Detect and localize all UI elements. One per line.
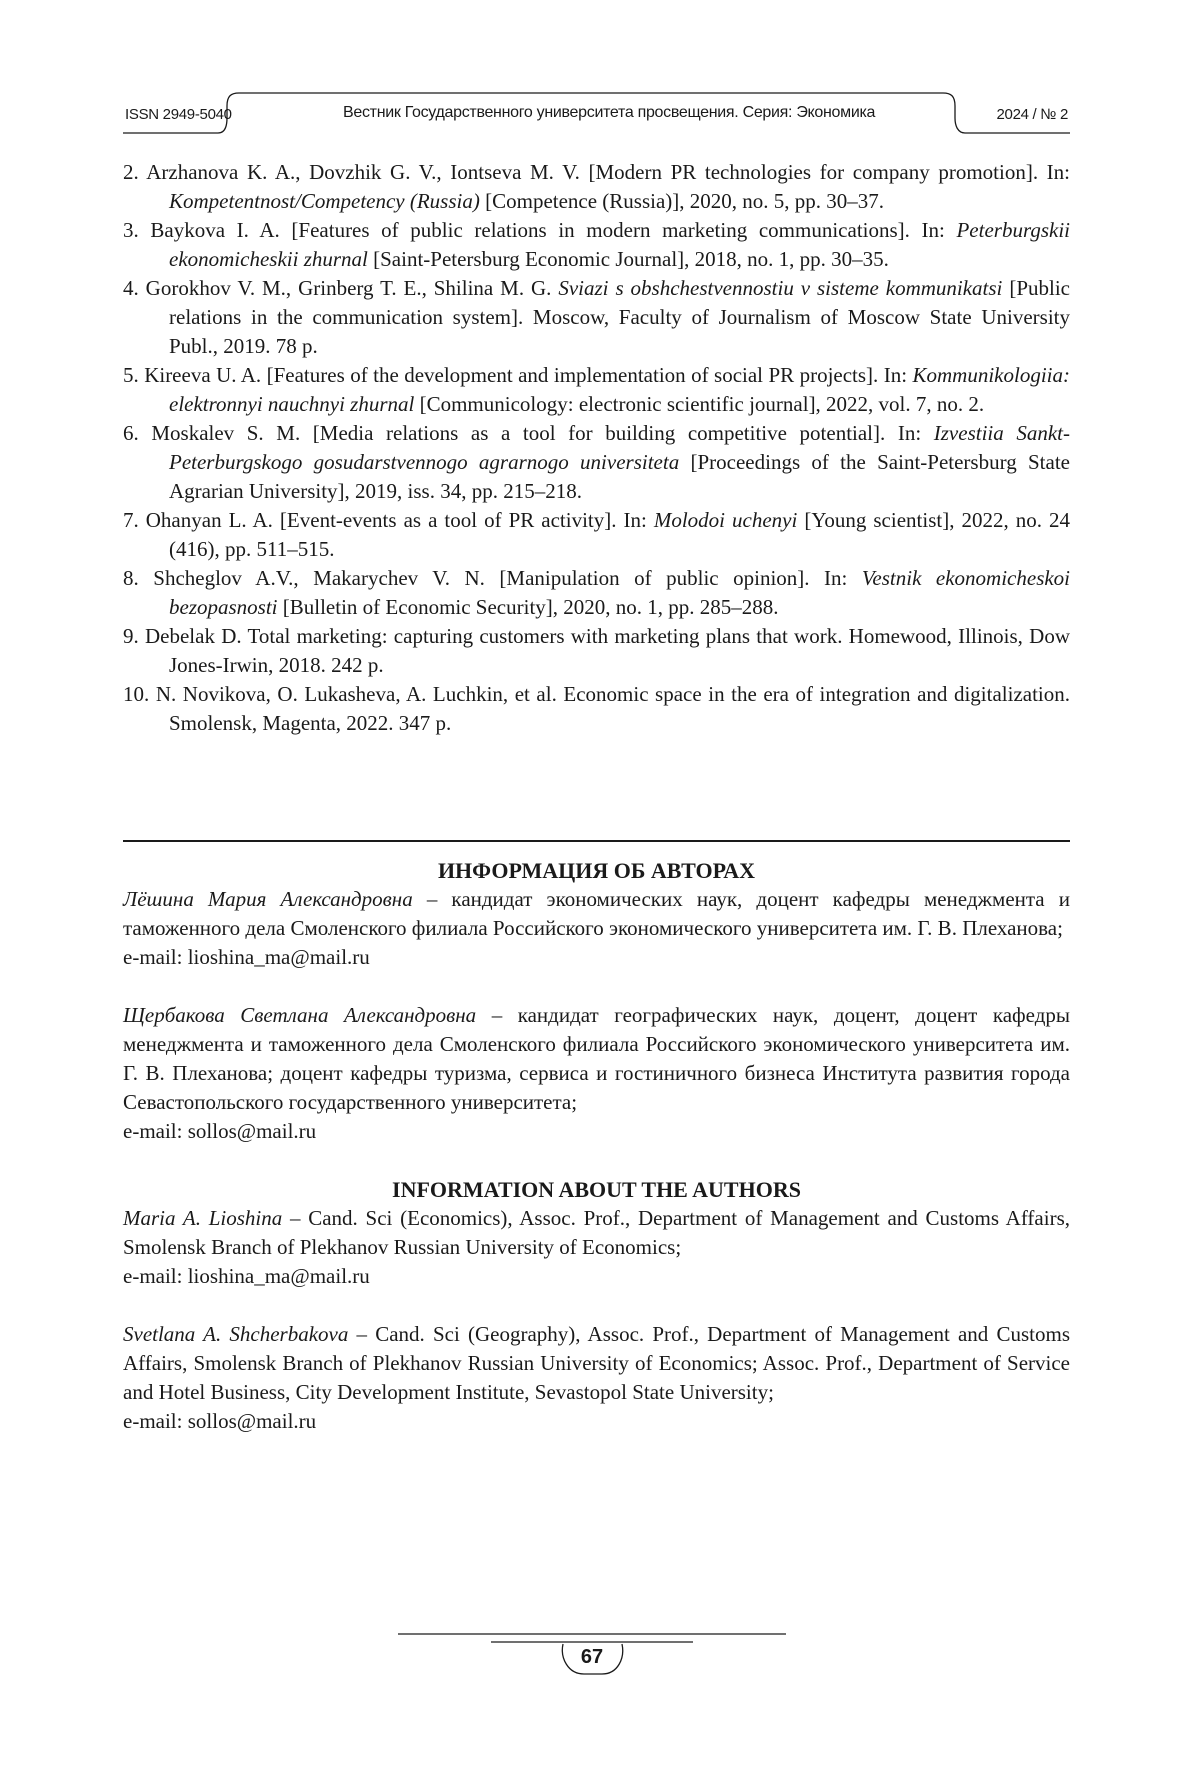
reference-item: [123, 158, 1070, 216]
reference-source-title: Kompetentnost/Competency (Russia): [169, 189, 480, 213]
reference-text: Arzhanova K. A., Dovzhik G. V., Iontseva M. V. [Modern PR technologies for company promotion]. In:: [146, 160, 1071, 184]
reference-text: Kireeva U. A. [Features of the development and implementation of social PR projects]. In:: [144, 363, 913, 387]
reference-item: [123, 361, 1070, 419]
reference-text: [Saint-Petersburg Economic Journal], 2018, no. 1, pp. 30–35.: [367, 247, 889, 271]
authors-section: [123, 856, 1070, 1436]
author-ru-2-desc: – кандидат географических наук, доцент, доцент кафедры менеджмента и таможенного дела Смоленского филиала Российского экономического университета им. Г. В. Плеханова; доцент кафедры туризма, сервиса и гостиничного бизнеса Института развития города Севастопольского государственного университета;: [123, 1003, 1070, 1114]
reference-source-title: Izvestiia Sankt-Peterburgskogo gosudarstvennogo agrarnogo universiteta: [169, 421, 1070, 474]
reference-source-title: Peterburgskii ekonomicheskii zhurnal: [169, 218, 1071, 271]
author-en-1-desc: – Cand. Sci (Economics), Assoc. Prof., Department of Management and Customs Affairs, Smolensk Branch of Plekhanov Russian University of Economics;: [123, 1206, 1070, 1259]
reference-text: Debelak D. Total marketing: capturing customers with marketing plans that work. Homewood, Illinois, Dow Jones-Irwin, 2018. 242 p.: [145, 624, 1071, 677]
reference-text: Ohanyan L. A. [Event-events as a tool of PR activity]. In:: [145, 508, 654, 532]
reference-number: 3.: [123, 218, 139, 242]
reference-text: [Bulletin of Economic Security], 2020, no. 1, pp. 285–288.: [277, 595, 779, 619]
reference-number: 6.: [123, 421, 139, 445]
running-header: [123, 88, 1070, 138]
reference-text: [Communicology: electronic scientific journal], 2022, vol. 7, no. 2.: [414, 392, 985, 416]
reference-item: [123, 274, 1070, 361]
reference-number: 8.: [123, 566, 139, 590]
author-en-1-email: e-mail: lioshina_ma@mail.ru: [123, 1264, 370, 1288]
reference-text: Moskalev S. M. [Media relations as a tool for building competitive potential]. In:: [151, 421, 934, 445]
reference-number: 4.: [123, 276, 139, 300]
reference-item: [123, 680, 1070, 738]
journal-title: Вестник Государственного университета просвещения. Серия: Экономика: [343, 104, 876, 121]
reference-source-title: Molodoi uchenyi: [653, 508, 798, 532]
reference-item: [123, 419, 1070, 506]
author-en-2-name: Svetlana A. Shcherbakova: [123, 1322, 349, 1346]
author-ru-2: [123, 1001, 1070, 1117]
author-en-2: [123, 1320, 1070, 1407]
journal-issn: ISSN 2949-5040: [125, 106, 232, 123]
authors-en-title: INFORMATION ABOUT THE AUTHORS: [392, 1177, 801, 1202]
author-en-1: [123, 1204, 1070, 1262]
reference-source-title: Sviazi s obshchestvennostiu v sisteme kommunikatsi: [558, 276, 1003, 300]
author-en-1-name: Maria A. Lioshina: [123, 1206, 283, 1230]
reference-list: [123, 158, 1070, 738]
reference-text: [Young scientist], 2022, no. 24 (416), pp. 511–515.: [169, 508, 1070, 561]
reference-number: 10.: [123, 682, 150, 706]
section-divider: [123, 840, 1070, 842]
reference-text: N. Novikova, O. Lukasheva, A. Luchkin, et al. Economic space in the era of integration and digitalization. Smolensk, Magenta, 2022. 347 p.: [155, 682, 1071, 735]
author-ru-1-name: Лёшина Мария Александровна: [123, 887, 413, 911]
reference-text: [Public relations in the communication system]. Moscow, Faculty of Journalism of Moscow State University Publ., 2019. 78 p.: [169, 276, 1070, 358]
reference-number: 7.: [123, 508, 139, 532]
authors-ru-title: ИНФОРМАЦИЯ ОБ АВТОРАХ: [437, 858, 756, 883]
author-en-2-email: e-mail: sollos@mail.ru: [123, 1409, 317, 1433]
reference-number: 9.: [123, 624, 139, 648]
reference-text: [Competence (Russia)], 2020, no. 5, pp. 30–37.: [479, 189, 885, 213]
reference-item: [123, 506, 1070, 564]
reference-text: Gorokhov V. M., Grinberg T. E., Shilina M. G.: [145, 276, 559, 300]
reference-text: [Proceedings of the Saint-Petersburg State Agrarian University], 2019, iss. 34, pp. 215–218.: [169, 450, 1070, 503]
reference-text: Baykova I. A. [Features of public relations in modern marketing communications]. In:: [150, 218, 957, 242]
author-ru-1-email: e-mail: lioshina_ma@mail.ru: [123, 945, 370, 969]
page-footer: [398, 1628, 786, 1688]
reference-text: Shcheglov A.V., Makarychev V. N. [Manipulation of public opinion]. In:: [153, 566, 862, 590]
author-ru-1: [123, 885, 1070, 943]
reference-item: [123, 216, 1070, 274]
reference-source-title: Kommunikologiia: elektronnyi nauchnyi zhurnal: [169, 363, 1070, 416]
reference-item: [123, 564, 1070, 622]
reference-number: 5.: [123, 363, 139, 387]
author-ru-2-name: Щербакова Светлана Александровна: [123, 1003, 477, 1027]
page-number: 67: [580, 1646, 604, 1668]
author-ru-2-email: e-mail: sollos@mail.ru: [123, 1119, 317, 1143]
author-en-2-desc: – Cand. Sci (Geography), Assoc. Prof., Department of Management and Customs Affairs, Smolensk Branch of Plekhanov Russian University of Economics; Assoc. Prof., Department of Service and Hotel Business, City Development Institute, Sevastopol State University;: [123, 1322, 1070, 1404]
reference-item: [123, 622, 1070, 680]
author-ru-1-desc: – кандидат экономических наук, доцент кафедры менеджмента и таможенного дела Смоленского филиала Российского экономического университета им. Г. В. Плеханова;: [123, 887, 1070, 940]
journal-issue: 2024 / № 2: [996, 106, 1068, 123]
reference-source-title: Vestnik ekonomicheskoi bezopasnosti: [169, 566, 1071, 619]
reference-number: 2.: [123, 160, 139, 184]
